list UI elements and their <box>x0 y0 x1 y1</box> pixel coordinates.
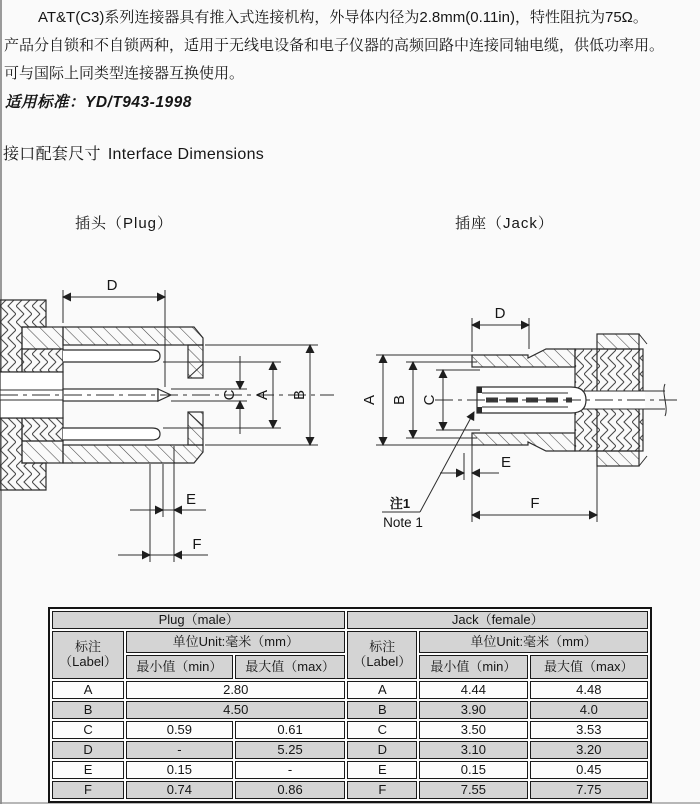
table-row-a <box>52 681 648 699</box>
jack-max-header: 最大值（max） <box>530 655 648 679</box>
jack-note-label-en: Note 1 <box>383 515 423 530</box>
plug-dim-label-d: D <box>106 277 118 294</box>
cell-d-plug-max: 5.25 <box>235 741 346 759</box>
cell-b-plug-value: 4.50 <box>126 701 345 719</box>
cell-a-jack-max: 4.48 <box>530 681 648 699</box>
plug-caption: 插头（Plug） <box>75 215 174 232</box>
cell-e-jack-max: 0.45 <box>530 761 648 779</box>
cell-f-plug-max: 0.86 <box>235 781 346 799</box>
cell-a-label: A <box>52 681 124 699</box>
plug-dim-label-c: C <box>221 389 238 401</box>
intro-paragraph <box>4 4 698 88</box>
plug-cross-section-diagram <box>0 250 350 570</box>
cell-d-plug-min: - <box>126 741 233 759</box>
jack-dim-label-c: C <box>421 394 438 406</box>
cell-b-label: B <box>52 701 124 719</box>
intro-line-3: 可与国际上同类型连接器互换使用。 <box>4 65 245 82</box>
table-row-c <box>52 721 648 739</box>
plug-unit-header: 单位Unit:毫米（mm） <box>126 631 345 653</box>
table-row-e <box>52 761 648 779</box>
jack-dim-label-b: B <box>391 394 408 406</box>
intro-line-2: 产品分自锁和不自锁两种，适用于无线电设备和电子仪器的高频回路中连接同轴电缆，供低功率用。 <box>4 37 665 54</box>
cell-e-label: E <box>52 761 124 779</box>
plug-dim-label-f: F <box>192 536 202 553</box>
plug-max-header: 最大值（max） <box>235 655 346 679</box>
cell-a-jack-label: A <box>347 681 417 699</box>
cell-b-jack-min: 3.90 <box>419 701 527 719</box>
cell-f-plug-min: 0.74 <box>126 781 233 799</box>
jack-note-label-cn: 注1 <box>389 496 411 511</box>
dimensions-table <box>48 607 652 803</box>
cell-a-plug-value: 2.80 <box>126 681 345 699</box>
cell-a-jack-min: 4.44 <box>419 681 527 699</box>
intro-line-1: AT&T(C3)系列连接器具有推入式连接机构，外导体内径为2.8mm(0.11in)，特性阻抗为75Ω。 <box>38 9 648 26</box>
plug-table-header: Plug（male） <box>52 611 345 629</box>
table-row-f <box>52 781 648 799</box>
plug-dimension-labels <box>107 277 308 553</box>
cell-d-jack-max: 3.20 <box>530 741 648 759</box>
plug-body <box>0 300 334 490</box>
jack-label-header-en: （Label） <box>353 654 412 669</box>
cell-f-jack-label: F <box>347 781 417 799</box>
plug-label-column-header <box>52 631 124 679</box>
cell-c-plug-min: 0.59 <box>126 721 233 739</box>
plug-dim-label-b: B <box>291 389 308 401</box>
jack-dim-label-f: F <box>530 495 540 512</box>
jack-label-column-header <box>347 631 417 679</box>
jack-label-header-cn: 标注 <box>369 639 396 655</box>
section-title-cn: 接口配套尺寸 <box>3 146 101 163</box>
cell-e-plug-max: - <box>235 761 346 779</box>
cell-b-jack-label: B <box>347 701 417 719</box>
cell-f-jack-min: 7.55 <box>419 781 527 799</box>
jack-dim-label-e: E <box>500 454 512 471</box>
plug-label-header-cn: 标注 <box>75 639 102 655</box>
jack-caption: 插座（Jack） <box>455 215 554 232</box>
cell-e-jack-label: E <box>347 761 417 779</box>
jack-table-header: Jack（female） <box>347 611 648 629</box>
cell-c-jack-max: 3.53 <box>530 721 648 739</box>
cell-b-jack-max: 4.0 <box>530 701 648 719</box>
cell-f-jack-max: 7.75 <box>530 781 648 799</box>
cell-c-label: C <box>52 721 124 739</box>
table-row-d <box>52 741 648 759</box>
section-title <box>3 141 264 164</box>
section-title-en: Interface Dimensions <box>107 146 265 163</box>
jack-unit-header: 单位Unit:毫米（mm） <box>419 631 648 653</box>
cell-d-jack-min: 3.10 <box>419 741 527 759</box>
jack-dim-label-d: D <box>494 305 506 322</box>
plug-dim-label-e: E <box>185 491 197 508</box>
cell-f-label: F <box>52 781 124 799</box>
cell-d-label: D <box>52 741 124 759</box>
cell-c-jack-label: C <box>347 721 417 739</box>
jack-min-header: 最小值（min） <box>419 655 527 679</box>
jack-dimension-labels <box>361 305 540 530</box>
plug-label-header-en: （Label） <box>59 654 117 669</box>
cell-c-jack-min: 3.50 <box>419 721 527 739</box>
table-row-b <box>52 701 648 719</box>
cell-e-plug-min: 0.15 <box>126 761 233 779</box>
jack-cross-section-diagram <box>360 270 700 560</box>
cell-c-plug-max: 0.61 <box>235 721 346 739</box>
applicable-standard: 适用标准：YD/T943-1998 <box>5 94 192 111</box>
cell-d-jack-label: D <box>347 741 417 759</box>
plug-min-header: 最小值（min） <box>126 655 233 679</box>
plug-dim-label-a: A <box>254 389 271 401</box>
jack-dim-label-a: A <box>361 394 378 406</box>
cell-e-jack-min: 0.15 <box>419 761 527 779</box>
